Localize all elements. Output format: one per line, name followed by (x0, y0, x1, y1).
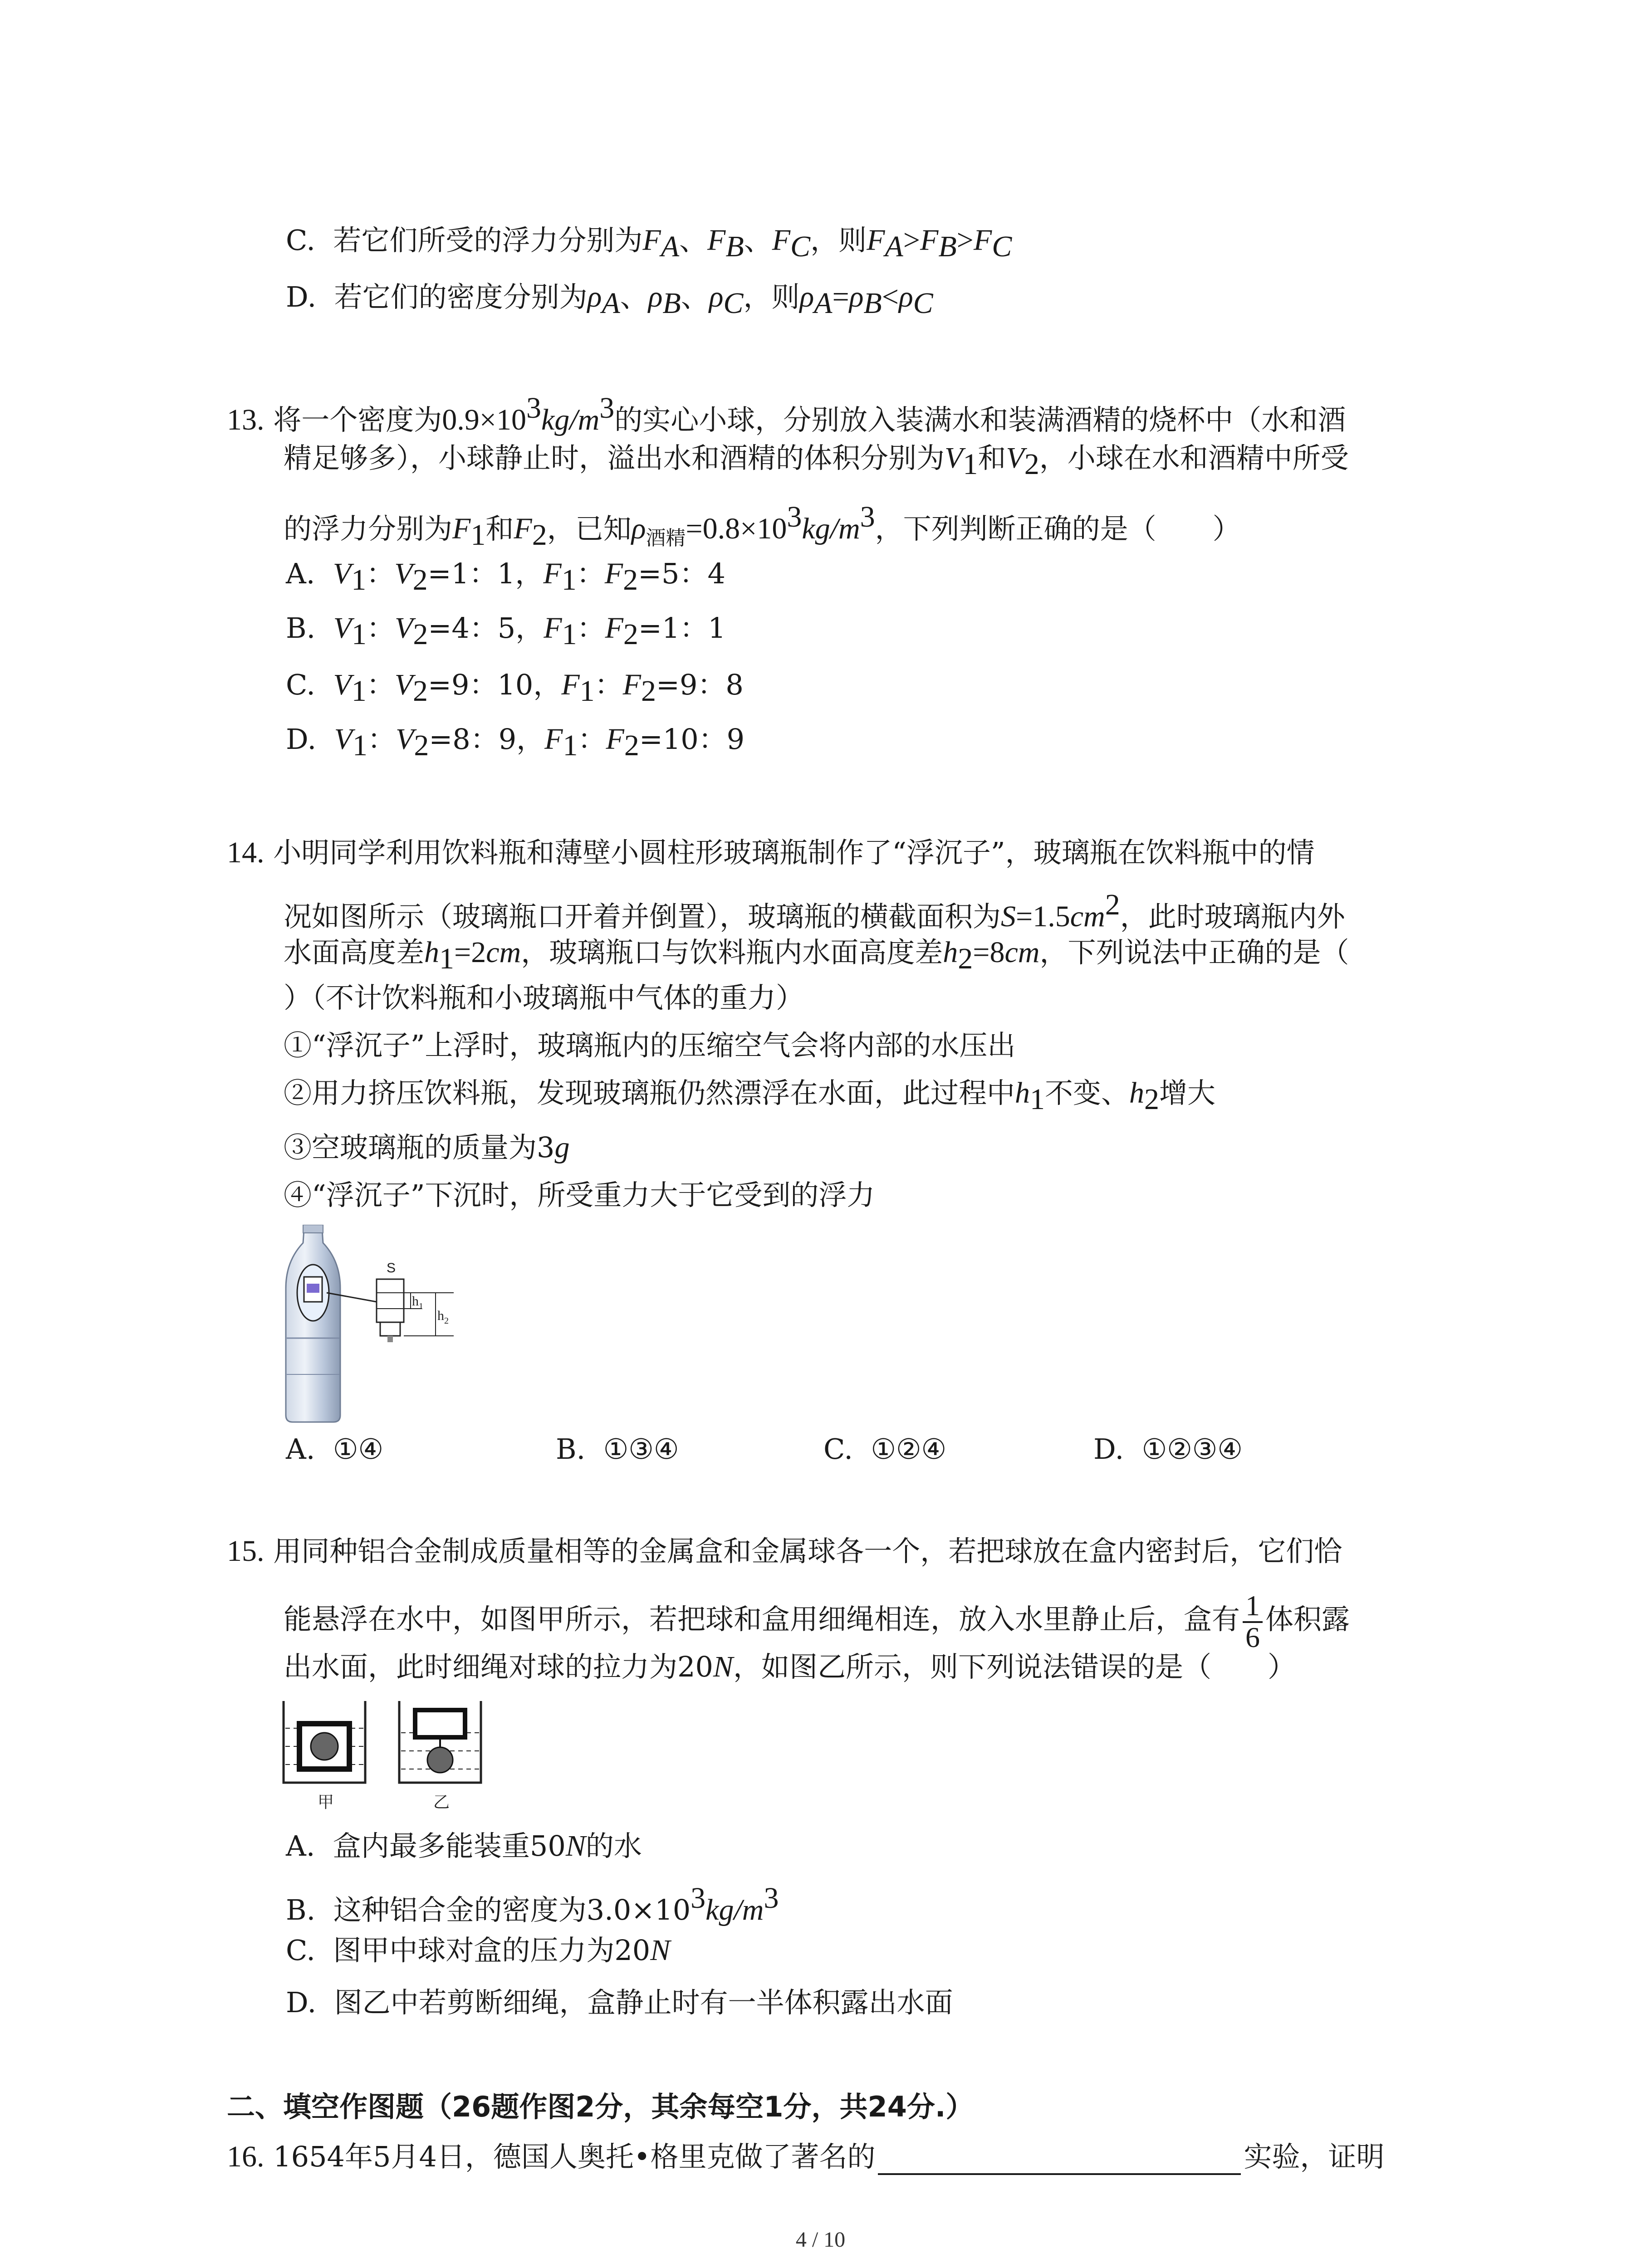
label-h1: h (412, 1294, 419, 1309)
q13-line-1: 13. 将一个密度为$0.9\times 10^3kg/m^3$的实心小球，分别放入装满水和装满酒精的烧杯中（水和酒 (227, 391, 1346, 436)
drink-bottle (286, 1229, 340, 1422)
q15-option-d: D. 图乙中若剪断细绳，盒静止时有一半体积露出水面 (286, 1986, 953, 2019)
q14-option-a: A. ①④ (286, 1432, 384, 1466)
q14-line-2: 况如图所示（玻璃瓶口开着并倒置），玻璃瓶的横截面积为$S=1.5cm^2$，此时玻璃瓶内外 (284, 888, 1345, 933)
q14-statement-3: ③空玻璃瓶的质量为3g (284, 1131, 570, 1164)
q14-bottle-figure (272, 1225, 499, 1424)
q14-option-c: C. ①②④ (823, 1432, 947, 1466)
q16-line-1: 16. 1654年5月4日，德国人奥托•格里克做了著名的 实验，证明 (227, 2139, 1384, 2175)
q15-option-b: B. 这种铝合金的密度为$3.0\times 10^3kg/m^3$ (286, 1882, 779, 1926)
q13-option-c: C. $V_1$：$V_2=9$：10，$F_1$：$F_2=9$：8 (286, 668, 744, 708)
q15-option-c: C. 图甲中球对盒的压力为20N (286, 1934, 671, 1967)
q14-line-1: 14. 小明同学利用饮料瓶和薄壁小圆柱形玻璃瓶制作了“浮沉子”，玻璃瓶在饮料瓶中的情 (227, 836, 1315, 869)
q15-figure-yi (395, 1696, 485, 1814)
label-s: S (387, 1261, 396, 1276)
q13-option-b: B. $V_1$：$V_2=4$：5，$F_1$：$F_2=1$：1 (286, 611, 726, 651)
q13-option-a: A. $V_1$：$V_2=1$：1，$F_1$：$F_2=5$：4 (286, 557, 725, 596)
q12-option-d: D. 若它们的密度分别为$\rho_A$、$\rho_B$、$\rho_C$，则$\rho_A=\rho_B<\rho_C$ (286, 280, 933, 320)
q14-statement-2: ②用力挤压饮料瓶，发现玻璃瓶仍然漂浮在水面，此过程中$h_1$不变、$h_2$增大 (284, 1076, 1216, 1116)
q14-statement-4: ④“浮沉子”下沉时，所受重力大于它受到的浮力 (284, 1178, 875, 1212)
q12-option-c: C. 若它们所受的浮力分别为$F_A$、$F_B$、$F_C$，则$F_A>F_B>F_C$ (286, 224, 1012, 263)
q13-line-3: 的浮力分别为$F_1$和$F_2$，已知$\rho_{酒精}=0.8\times 10^3kg/m^3$，下列判断正确的是（ ） (284, 500, 1241, 552)
q15-figure-jia (279, 1696, 370, 1814)
q14-line-3: 水面高度差$h_1=2cm$，玻璃瓶口与饮料瓶内水面高度差$h_2=8cm$，下列说法中正确的是（ (284, 936, 1349, 975)
svg-text:h1: $h_1$ (412, 1294, 423, 1311)
label-jia: 甲 (318, 1793, 334, 1812)
q16-answer-blank[interactable] (878, 2141, 1241, 2175)
svg-text:h2: $h_2$ (437, 1308, 449, 1326)
q15-line-2: 能悬浮在水中，如图甲所示，若把球和盒用细绳相连，放入水里静止后，盒有 $\frac{1}{6}$ 体积露 (284, 1589, 1350, 1653)
q15-line-1: 15. 用同种铝合金制成质量相等的金属盒和金属球各一个，若把球放在盒内密封后，它们恰 (227, 1535, 1342, 1568)
q13-option-d: D. $V_1$：$V_2=8$：9，$F_1$：$F_2=10$：9 (286, 723, 745, 762)
q14-option-d: D. ①②③④ (1093, 1432, 1243, 1466)
q15-line-3: 出水面，此时细绳对球的拉力为20N，如图乙所示，则下列说法错误的是（ ） (284, 1650, 1296, 1683)
q14-option-b: B. ①③④ (556, 1432, 679, 1466)
fraction-one-sixth: $\frac{1}{6}$ (1243, 1591, 1263, 1652)
q14-line-4: ）（不计饮料瓶和小玻璃瓶中气体的重力） (284, 981, 804, 1014)
q14-statement-1: ①“浮沉子”上浮时，玻璃瓶内的压缩空气会将内部的水压出 (284, 1029, 1016, 1062)
label-h2: h (437, 1308, 444, 1323)
section-2-heading: 二、填空作图题（26题作图2分，其余每空1分，共24分.） (227, 2090, 974, 2123)
q13-line-2: 精足够多），小球静止时，溢出水和酒精的体积分别为$V_1$和$V_2$，小球在水和酒精中所受 (284, 441, 1349, 481)
page-number: 4 / 10 (795, 2228, 846, 2252)
label-yi: 乙 (433, 1793, 450, 1812)
q15-option-a: A. 盒内最多能装重50N的水 (286, 1829, 642, 1862)
